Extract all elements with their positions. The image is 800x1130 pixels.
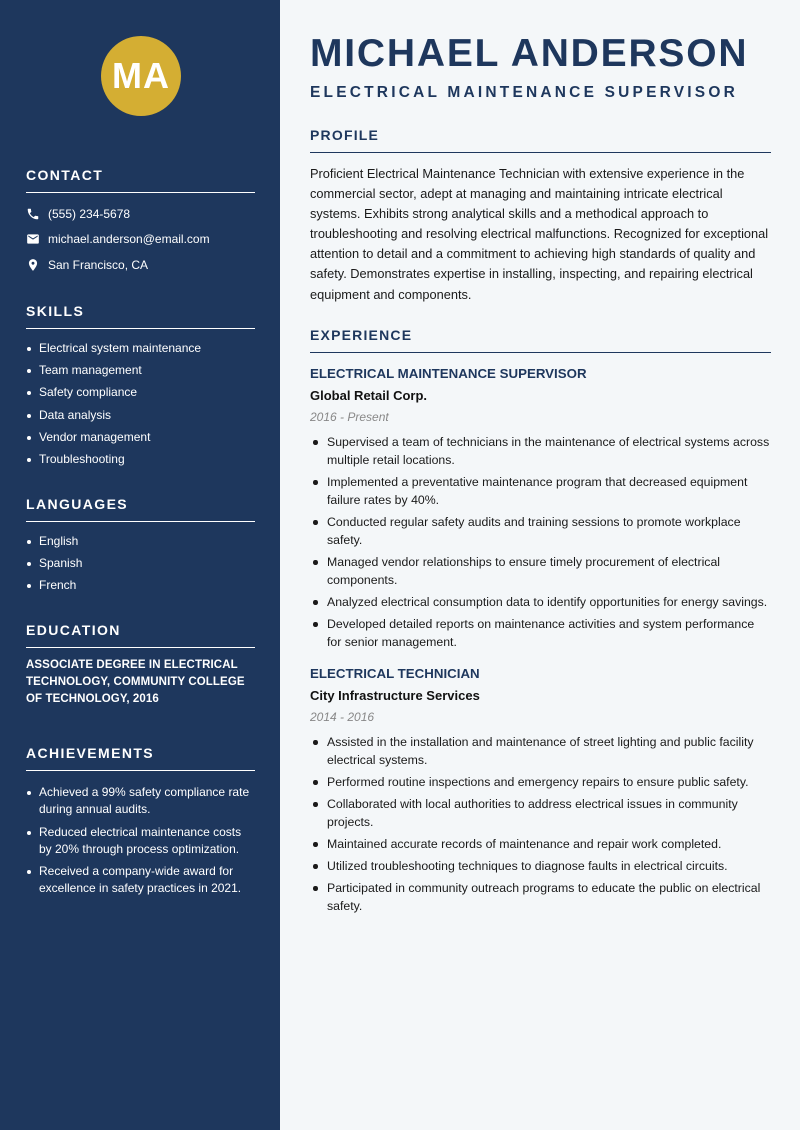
skills-list — [26, 340, 255, 468]
experience-heading: EXPERIENCE — [310, 327, 771, 353]
job-bullet: Participated in community outreach programs to educate the public on electrical safety. — [310, 879, 771, 915]
contact-email — [26, 231, 255, 248]
email-icon — [26, 232, 40, 246]
contact-phone — [26, 205, 255, 222]
job-entry — [310, 364, 771, 651]
job-bullet: Supervised a team of technicians in the maintenance of electrical systems across multiple retail locations. — [310, 433, 771, 469]
education-entry: ASSOCIATE DEGREE IN ELECTRICAL TECHNOLOGY, COMMUNITY COLLEGE OF TECHNOLOGY, 2016 — [26, 659, 245, 705]
skill-item: Troubleshooting — [26, 451, 255, 468]
email-text: michael.anderson@email.com — [48, 232, 210, 246]
achievements-section — [26, 745, 255, 903]
sidebar — [0, 0, 280, 1130]
achievement-item: Received a company-wide award for excellence in safety practices in 2021. — [26, 863, 255, 897]
job-bullet: Conducted regular safety audits and training sessions to promote workplace safety. — [310, 513, 771, 549]
job-title: ELECTRICAL TECHNICIAN — [310, 666, 480, 681]
profile-heading: PROFILE — [310, 127, 771, 153]
job-entry — [310, 664, 771, 915]
contact-list — [26, 205, 255, 273]
skill-item: Data analysis — [26, 407, 255, 424]
contact-section — [26, 167, 255, 282]
skills-section — [26, 303, 255, 473]
company-name: Global Retail Corp. — [310, 388, 428, 403]
job-bullets — [310, 433, 771, 651]
language-item: French — [26, 577, 255, 594]
job-bullet: Developed detailed reports on maintenance activities and system performance for senior management. — [310, 615, 771, 651]
skill-item: Vendor management — [26, 429, 255, 446]
job-bullet: Maintained accurate records of maintenance and repair work completed. — [310, 835, 771, 853]
skill-item: Team management — [26, 362, 255, 379]
job-bullet: Implemented a preventative maintenance program that decreased equipment failure rates by 40%. — [310, 473, 771, 509]
location-pin-icon — [26, 258, 40, 272]
achievements-list — [26, 784, 255, 897]
contact-heading: CONTACT — [26, 167, 255, 193]
job-title: ELECTRICAL MAINTENANCE SUPERVISOR — [310, 366, 587, 381]
language-item: Spanish — [26, 555, 255, 572]
education-section — [26, 622, 255, 708]
achievement-item: Reduced electrical maintenance costs by 20% through process optimization. — [26, 824, 255, 858]
location-text: San Francisco, CA — [48, 257, 149, 272]
profile-section — [310, 127, 771, 305]
profile-text: Proficient Electrical Maintenance Technician with extensive experience in the commercial sector, adept at managing and maintaining intricate electrical systems. Exhibits strong analytical skills and a methodical approach to troubleshooting and resolving electrical malfunctions. Recognized for exceptional attention to detail and a commitment to achieving high standards of quality and safety. Demonstrates expertise in installing, inspecting, and repairing electrical equipment and components. — [310, 166, 769, 302]
candidate-title: ELECTRICAL MAINTENANCE SUPERVISOR — [310, 84, 738, 101]
job-dates: 2016 - Present — [310, 410, 389, 424]
company-name: City Infrastructure Services — [310, 688, 480, 703]
job-bullets — [310, 733, 771, 915]
avatar: MA — [101, 36, 181, 116]
phone-text: (555) 234-5678 — [48, 206, 131, 221]
languages-section — [26, 496, 255, 600]
job-bullet: Performed routine inspections and emergency repairs to ensure public safety. — [310, 773, 771, 791]
skill-item: Safety compliance — [26, 384, 255, 401]
job-bullet: Analyzed electrical consumption data to identify opportunities for energy savings. — [310, 593, 771, 611]
job-bullet: Managed vendor relationships to ensure timely procurement of electrical components. — [310, 553, 771, 589]
education-heading: EDUCATION — [26, 622, 255, 648]
achievements-heading: ACHIEVEMENTS — [26, 745, 255, 771]
job-dates: 2014 - 2016 — [310, 710, 375, 724]
phone-icon — [26, 207, 40, 221]
achievement-item: Achieved a 99% safety compliance rate during annual audits. — [26, 784, 255, 818]
skills-heading: SKILLS — [26, 303, 255, 329]
job-bullet: Utilized troubleshooting techniques to diagnose faults in electrical circuits. — [310, 857, 771, 875]
experience-section — [310, 327, 771, 919]
languages-heading: LANGUAGES — [26, 496, 255, 522]
language-item: English — [26, 533, 255, 550]
job-bullet: Collaborated with local authorities to address electrical issues in community projects. — [310, 795, 771, 831]
contact-location — [26, 256, 255, 273]
languages-list — [26, 533, 255, 594]
candidate-name: MICHAEL ANDERSON — [310, 32, 749, 75]
job-bullet: Assisted in the installation and maintenance of street lighting and public facility electrical systems. — [310, 733, 771, 769]
skill-item: Electrical system maintenance — [26, 340, 255, 357]
